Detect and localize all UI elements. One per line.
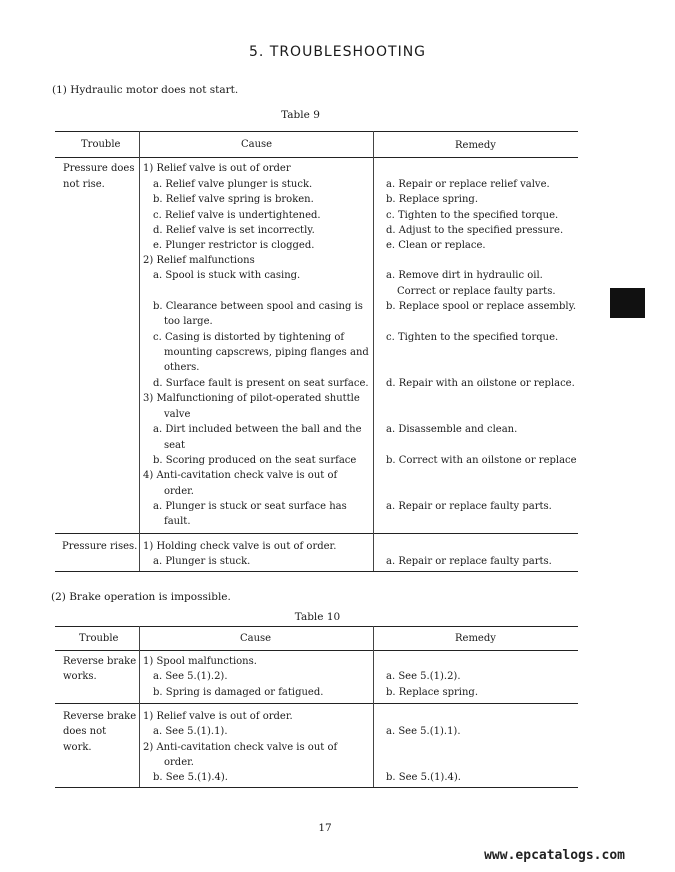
remedy-line: b. Correct with an oilstone or replace	[386, 455, 577, 466]
table-rule	[55, 131, 578, 132]
cause-line: b. Scoring produced on the seat surface	[153, 455, 357, 466]
cause-line: 1) Holding check valve is out of order.	[143, 541, 337, 552]
trouble-cell: does not	[63, 726, 107, 737]
trouble-cell: not rise.	[63, 179, 105, 190]
cause-line: a. Spool is stuck with casing.	[153, 270, 301, 281]
header-remedy: Remedy	[455, 633, 496, 644]
table-rule	[55, 533, 578, 534]
section-heading-2: (2) Brake operation is impossible.	[51, 591, 231, 603]
cause-line: seat	[164, 440, 186, 451]
cause-line: 1) Spool malfunctions.	[143, 656, 257, 667]
cause-line: a. Relief valve plunger is stuck.	[153, 179, 313, 190]
cause-line: b. Clearance between spool and casing is	[153, 301, 363, 312]
cause-line: a. Plunger is stuck or seat surface has	[153, 501, 347, 512]
remedy-line: a. Remove dirt in hydraulic oil.	[386, 270, 543, 281]
cause-line: a. See 5.(1).1).	[153, 726, 228, 737]
column-divider	[373, 131, 374, 571]
trouble-cell: Reverse brake	[63, 711, 137, 722]
section-tab-marker	[610, 288, 645, 318]
cause-line: order.	[164, 757, 194, 768]
remedy-line: d. Adjust to the specified pressure.	[386, 225, 564, 236]
header-cause: Cause	[240, 633, 272, 644]
cause-line: 1) Relief valve is out of order	[143, 163, 291, 174]
table-caption-10: Table 10	[294, 611, 341, 623]
cause-line: fault.	[164, 516, 191, 527]
cause-line: 2) Relief malfunctions	[143, 255, 255, 266]
section-heading-1: (1) Hydraulic motor does not start.	[52, 84, 239, 96]
remedy-line: Correct or replace faulty parts.	[397, 286, 556, 297]
remedy-line: c. Tighten to the specified torque.	[386, 332, 559, 343]
column-divider	[373, 626, 374, 787]
column-divider	[139, 626, 140, 787]
cause-line: mounting capscrews, piping flanges and	[164, 347, 369, 358]
cause-line: others.	[164, 362, 200, 373]
trouble-cell: Pressure rises.	[62, 541, 138, 552]
trouble-cell: work.	[63, 742, 92, 753]
cause-line: c. Casing is distorted by tightening of	[153, 332, 345, 343]
remedy-line: b. Replace spool or replace assembly.	[386, 301, 577, 312]
cause-line: order.	[164, 486, 194, 497]
table-rule	[55, 157, 578, 158]
cause-line: 4) Anti-cavitation check valve is out of	[143, 470, 338, 481]
cause-line: 1) Relief valve is out of order.	[143, 711, 293, 722]
table-rule	[55, 703, 578, 704]
trouble-cell: Reverse brake	[63, 656, 137, 667]
remedy-line: a. See 5.(1).1).	[386, 726, 461, 737]
remedy-line: a. Repair or replace faulty parts.	[386, 501, 552, 512]
remedy-line: c. Tighten to the specified torque.	[386, 210, 559, 221]
trouble-cell: Pressure does	[63, 163, 135, 174]
table-rule	[55, 626, 578, 627]
cause-line: a. Plunger is stuck.	[153, 556, 251, 567]
page-number: 17	[318, 822, 332, 834]
cause-line: valve	[164, 409, 191, 420]
remedy-line: b. Replace spring.	[386, 194, 478, 205]
trouble-cell: works.	[63, 671, 97, 682]
cause-line: too large.	[164, 316, 213, 327]
remedy-line: a. Disassemble and clean.	[386, 424, 518, 435]
table-rule	[55, 650, 578, 651]
table-rule	[55, 571, 578, 572]
header-cause: Cause	[241, 139, 273, 150]
remedy-line: b. Replace spring.	[386, 687, 478, 698]
cause-line: 3) Malfunctioning of pilot-operated shuttle	[143, 393, 360, 404]
cause-line: d. Surface fault is present on seat surface.	[153, 378, 369, 389]
page-title: 5. TROUBLESHOOTING	[248, 44, 427, 60]
cause-line: b. Spring is damaged or fatigued.	[153, 687, 324, 698]
remedy-line: b. See 5.(1).4).	[386, 772, 461, 783]
table-rule	[55, 787, 578, 788]
cause-line: c. Relief valve is undertightened.	[153, 210, 321, 221]
header-trouble: Trouble	[81, 139, 121, 150]
header-trouble: Trouble	[79, 633, 119, 644]
cause-line: b. Relief valve spring is broken.	[153, 194, 314, 205]
watermark-url: www.epcatalogs.com	[484, 848, 625, 863]
remedy-line: e. Clean or replace.	[386, 240, 486, 251]
cause-line: e. Plunger restrictor is clogged.	[153, 240, 315, 251]
cause-line: a. See 5.(1).2).	[153, 671, 228, 682]
header-remedy: Remedy	[455, 140, 496, 151]
remedy-line: a. Repair or replace relief valve.	[386, 179, 550, 190]
cause-line: d. Relief valve is set incorrectly.	[153, 225, 315, 236]
remedy-line: a. Repair or replace faulty parts.	[386, 556, 552, 567]
remedy-line: d. Repair with an oilstone or replace.	[386, 378, 575, 389]
remedy-line: a. See 5.(1).2).	[386, 671, 461, 682]
column-divider	[139, 131, 140, 571]
cause-line: b. See 5.(1).4).	[153, 772, 228, 783]
cause-line: a. Dirt included between the ball and the	[153, 424, 362, 435]
cause-line: 2) Anti-cavitation check valve is out of	[143, 742, 338, 753]
table-caption-9: Table 9	[281, 109, 320, 121]
